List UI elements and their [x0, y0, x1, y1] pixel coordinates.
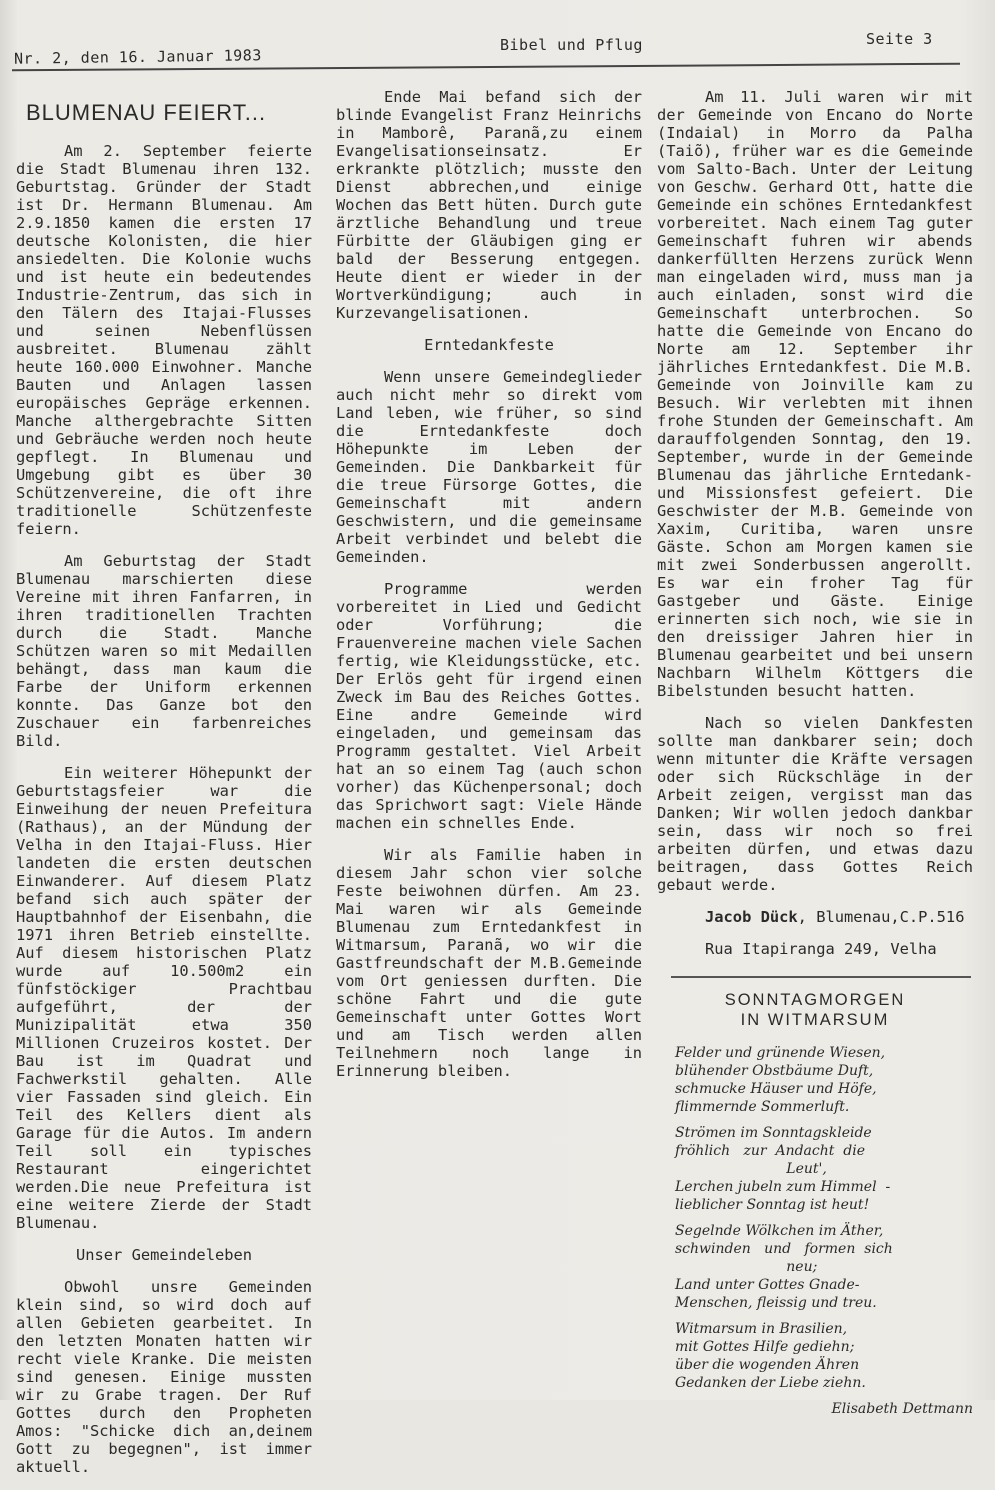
- signature-address: Rua Itapiranga 249, Velha: [705, 940, 937, 958]
- poem-stanza: Felder und grünende Wiesen, blühender Obstbäume Duft, schmucke Häuser und Höfe, flimmernde Sommerluft.: [675, 1045, 886, 1115]
- page-number: Seite 3: [866, 30, 933, 48]
- article-paragraph: Ende Mai befand sich der blinde Evangelist Franz Heinrichs in Mamborê, Paranã,zu einem Evangelisationseinsatz. Er erkrankte plötzlich; musste den Dienst abbrechen,und einige Wochen das Bett hüten. Durch gute ärztliche Behandlung und treue Fürbitte der Gläubigen ging er bald der Besserung entgegen. Heute dient er wieder in der Wortverkündigung; auch in Kurzevangelisationen.: [336, 88, 642, 322]
- poem-stanza: Segelnde Wölkchen im Äther, schwinden und formen sich neu; Land unter Gottes Gnade- Menschen, fleissig und treu.: [675, 1223, 893, 1311]
- poem-stanza: Witmarsum in Brasilien, mit Gottes Hilfe gediehn; über die wogenden Ähren Gedanken der Liebe ziehn.: [675, 1321, 866, 1391]
- signature: Jacob Dück, Blumenau,C.P.516: [705, 908, 965, 926]
- subheading-gemeindeleben: Unser Gemeindeleben: [75, 1246, 253, 1264]
- column-2: [336, 88, 642, 1094]
- poem-title: SONNTAGMORGEN IN WITMARSUM: [724, 991, 906, 1029]
- article-paragraph: Wir als Familie haben in diesem Jahr schon vier solche Feste beiwohnen dürfen. Am 23. Mai waren wir als Gemeinde Blumenau zum Erntedankfest in Witmarsum, Paranã, wo wir die Gastfreundschaft der M.B.Gemeinde vom Ort geniessen durften. Die schöne Fahrt und die gute Gemeinschaft unter Gottes Wort und am Tisch werden allen Teilnehmern noch lange in Erinnerung bleiben.: [336, 846, 642, 1080]
- article-paragraph: Obwohl unsre Gemeinden klein sind, so wird doch auf allen Gebieten gearbeitet. In den letzten Monaten hatten wir recht viele Kranke. Die meisten sind genesen. Einige mussten wir zu Grabe tragen. Der Ruf Gottes durch den Propheten Amos: "Schicke dich an,deinem Gott zu begegnen", ist immer aktuell.: [16, 1278, 312, 1476]
- article-paragraph: Wenn unsere Gemeindeglieder auch nicht mehr so direkt vom Land leben, wie früher, so sind die Erntedankfeste doch Höhepunkte im Leben der Gemeinden. Die Dankbarkeit für die treue Fürsorge Gottes, die Gemeinschaft mit andern Geschwistern, und die gemeinsame Arbeit verbindet und belebt die Gemeinden.: [336, 368, 642, 566]
- column-3: [657, 88, 973, 1418]
- article-title: BLUMENAU FEIERT...: [26, 100, 267, 125]
- poem-author: Elisabeth Dettmann: [831, 1401, 973, 1417]
- article-paragraph: Programme werden vorbereitet in Lied und Gedicht oder Vorführung; die Frauenvereine machen viele Sachen fertig, wie Kleidungsstücke, etc. Der Erlös geht für irgend einen Zweck im Bau des Reiches Gottes. Eine andre Gemeinde wird eingeladen, und gemeinsam das Programm gestaltet. Viel Arbeit hat an so einem Tag (auch schon vorher) das Küchenpersonal; doch das Sprichwort sagt: Viele Hände machen ein schnelles Ende.: [336, 580, 642, 832]
- poem-divider: [671, 976, 971, 978]
- article-paragraph: Ein weiterer Höhepunkt der Geburtstagsfeier war die Einweihung der neuen Prefeitura (Rathaus), an der Mündung der Velha in den Itajai-Fluss. Hier landeten die ersten deutschen Einwanderer. Auf diesem Platz befand sich auch später der Hauptbahnhof der Eisenbahn, die 1971 ihren Betrieb einstellte. Auf diesem historischen Platz wurde auf 10.500m2 ein fünfstöckiger Prachtbau aufgeführt, der der Munizipalität etwa 350 Millionen Cruzeiros kostet. Der Bau ist im Quadrat und Fachwerkstil gehalten. Alle vier Fassaden sind gleich. Ein Teil des Kellers dient als Garage für die Autos. Im andern Teil soll ein typisches Restaurant eingerichtet werden.Die neue Prefeitura ist eine weitere Zierde der Stadt Blumenau.: [16, 764, 312, 1232]
- author-name: Jacob Dück: [705, 908, 798, 926]
- article-paragraph: Am Geburtstag der Stadt Blumenau marschierten diese Vereine mit ihren Fanfarren, in ihren traditionellen Trachten durch die Stadt. Manche Schützen waren so mit Medaillen behängt, dass man kaum die Farbe der Uniform erkennen konnte. Das Ganze bot den Zuschauer ein farbenreiches Bild.: [16, 552, 312, 750]
- magazine-name: Bibel und Pflug: [500, 36, 643, 54]
- column-1: [16, 88, 312, 1490]
- article-paragraph: Am 11. Juli waren wir mit der Gemeinde von Encano do Norte (Indaial) in Morro da Palha (Taiõ), früher war es die Gemeinde vom Salto-Bach. Unter der Leitung von Geschw. Gerhard Ott, hatte die Gemeinde ein schönes Erntedankfest vorbereitet. Nach einem Tag guter Gemeinschaft fuhren wir abends dankerfüllten Herzens zurück Wenn man eingeladen wird, muss man ja auch einladen, sonst wird die Gemeinschaft unterbrochen. So hatte die Gemeinde von Encano do Norte am 12. September ihr jährliches Erntedankfest. Die M.B. Gemeinde von Joinville kam zu Besuch. Wir verlebten mit ihnen frohe Stunden der Gemeinschaft. Am darauffolgenden Sonntag, den 19. September, wurde in der Gemeinde Blumenau das jährliche Erntedank- und Missionsfest gefeiert. Die Geschwister der M.B. Gemeinde von Xaxim, Curitiba, waren unsre Gäste. Schon am Morgen kamen sie mit zwei Sonderbussen angerollt. Es war ein froher Tag für Gastgeber und Gäste. Einige erinnerten sich noch, wie sie in den dreissiger Jahren hier in Blumenau gearbeitet und bei unsern Nachbarn Wilhelm Köttgers die Bibelstunden besucht hatten.: [657, 88, 973, 700]
- poem-stanza: Strömen im Sonntagskleide fröhlich zur Andacht die Leut', Lerchen jubeln zum Himmel - lieblicher Sonntag ist heut!: [675, 1125, 891, 1213]
- subheading-erntedankfeste: Erntedankfeste: [424, 336, 554, 354]
- article-paragraph: Am 2. September feierte die Stadt Blumenau ihren 132. Geburtstag. Gründer der Stadt ist Dr. Hermann Blumenau. Am 2.9.1850 kamen die ersten 17 deutsche Kolonisten, die hier ansiedelten. Die Kolonie wuchs und ist heute ein bedeutendes Industrie-Zentrum, das sich in den Tälern des Itajai-Flusses und seinen Nebenflüssen ausbreitet. Blumenau zählt heute 160.000 Einwohner. Manche Bauten und Anlagen lassen europäisches Gepräge erkennen. Manche althergebrachte Sitten und Gebräuche werden noch heute gepflegt. In Blumenau und Umgebung gibt es über 30 Schützenvereine, die oft ihre traditionelle Schützenfeste feiern.: [16, 142, 312, 538]
- issue-date: Nr. 2, den 16. Januar 1983: [13, 46, 262, 68]
- article-paragraph: Nach so vielen Dankfesten sollte man dankbarer sein; doch wenn mitunter die Kräfte versagen oder sich Rückschläge in der Arbeit zeigen, vergisst man das Danken; Wir wollen jedoch dankbar sein, dass wir noch so frei arbeiten dürfen, und etwas dazu beitragen, dass Gottes Reich gebaut werde.: [657, 714, 973, 894]
